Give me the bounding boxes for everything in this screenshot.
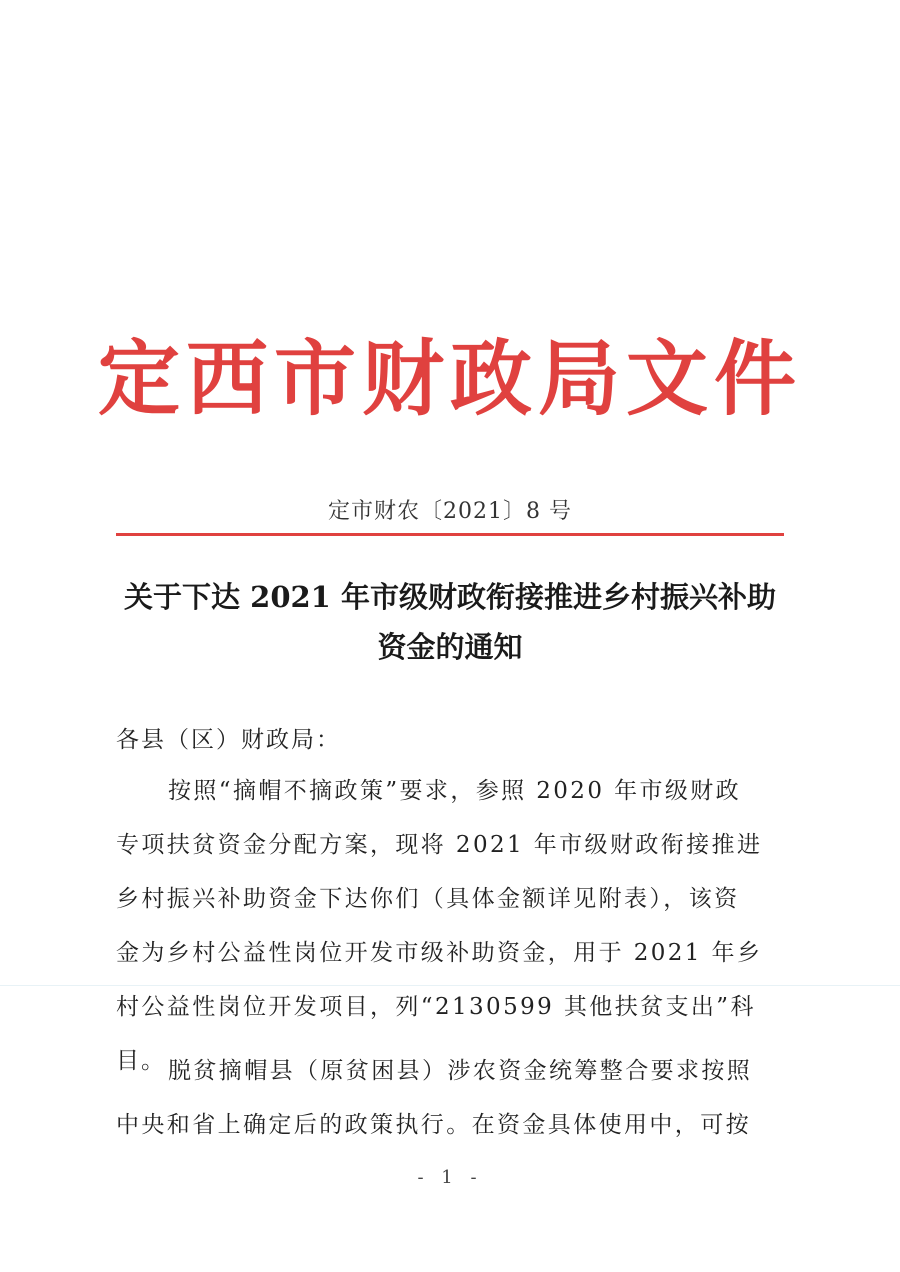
paragraph-1-line: 村公益性岗位开发项目，列“2130599 其他扶贫支出”科 bbox=[116, 994, 756, 1020]
paragraph-1-line: 目。 bbox=[116, 1048, 166, 1074]
paragraph-1-line: 金为乡村公益性岗位开发市级补助资金，用于 2021 年乡 bbox=[116, 940, 763, 966]
red-divider-line bbox=[116, 533, 784, 536]
paragraph-2-line: 中央和省上确定后的政策执行。在资金具体使用中，可按 bbox=[116, 1112, 751, 1138]
paragraph-1-line: 专项扶贫资金分配方案，现将 2021 年市级财政衔接推进 bbox=[116, 832, 763, 858]
page-number: - 1 - bbox=[417, 1167, 483, 1188]
document-title-line-2: 资金的通知 bbox=[377, 630, 523, 664]
document-number: 定市财农〔2021〕8 号 bbox=[328, 499, 572, 524]
salutation: 各县（区）财政局： bbox=[116, 727, 341, 753]
masthead-title: 定西市财政局文件 bbox=[97, 332, 802, 427]
document-title-line-1: 关于下达 2021 年市级财政衔接推进乡村振兴补助 bbox=[124, 580, 776, 614]
paragraph-1-line: 乡村振兴补助资金下达你们（具体金额详见附表），该资 bbox=[116, 886, 740, 912]
paragraph-2 bbox=[116, 1044, 784, 1152]
paragraph-1 bbox=[116, 764, 784, 1088]
paragraph-1-line: 按照“摘帽不摘政策”要求，参照 2020 年市级财政 bbox=[168, 778, 742, 804]
paragraph-2-line: 脱贫摘帽县（原贫困县）涉农资金统筹整合要求按照 bbox=[168, 1058, 753, 1084]
document-title bbox=[100, 572, 800, 672]
scan-artifact-line bbox=[0, 985, 900, 986]
